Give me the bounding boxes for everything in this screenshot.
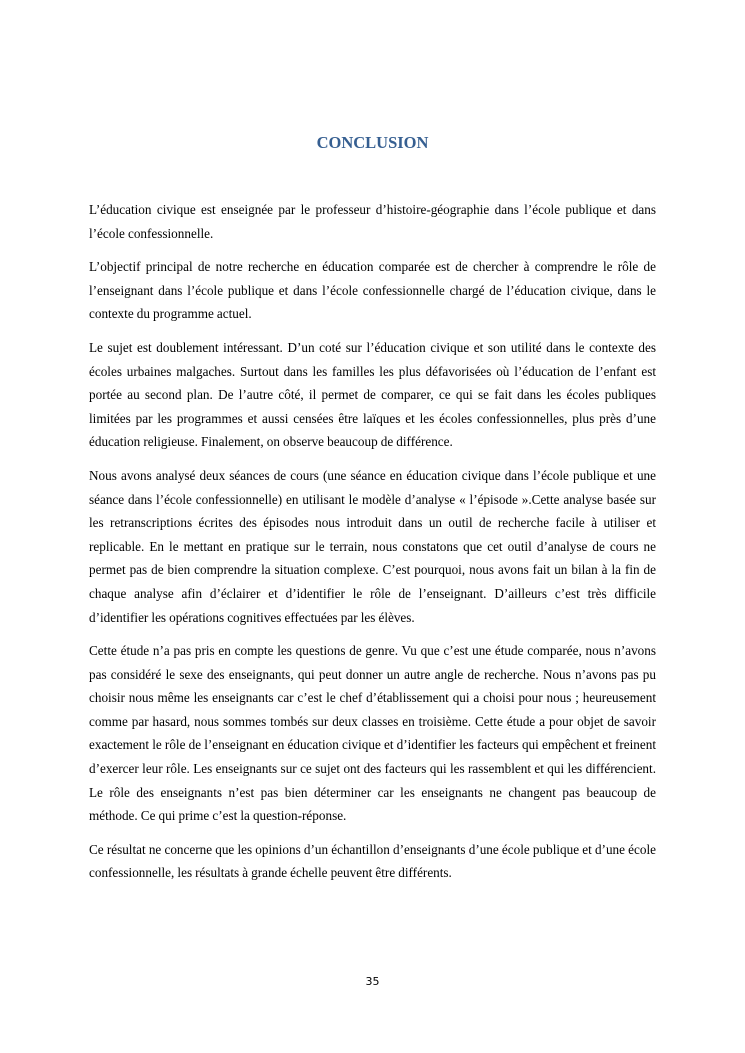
- paragraph: L’éducation civique est enseignée par le professeur d’histoire-géographie dans l’école publique et dans l’école confessionnelle.: [89, 202, 656, 241]
- page-number: 35: [365, 975, 380, 988]
- paragraph: Nous avons analysé deux séances de cours (une séance en éducation civique dans l’école publique et une séance dans l’école confessionnelle) en utilisant le modèle d’analyse « l’épisode ».Cette analyse basée sur les retranscriptions écrites des épisodes nous introduit dans un outil de recherche facile à utiliser et replicable. En le mettant en pratique sur le terrain, nous constatons que cet outil d’analyse de cours ne permet pas de bien comprendre la situation complexe. C’est pourquoi, nous avons fait un bilan à la fin de chaque analyse afin d’éclairer et d’identifier le rôle de l’enseignant. D’ailleurs c’est très difficile d’identifier les opérations cognitives effectuées par les élèves.: [89, 467, 656, 625]
- paragraph: Ce résultat ne concerne que les opinions d’un échantillon d’enseignants d’une école publique et d’une école confessionnelle, les résultats à grande échelle peuvent être différents.: [89, 841, 656, 881]
- body-text: [89, 198, 656, 895]
- page-title: CONCLUSION: [316, 133, 429, 152]
- paragraph: Le sujet est doublement intéressant. D’un coté sur l’éducation civique et son utilité dans le contexte des écoles urbaines malgaches. Surtout dans les familles les plus défavorisées où l’éducation de l’enfant est portée au second plan. De l’autre côté, il permet de comparer, ce qui se fait dans les écoles publiques limitées par les programmes et aussi censées être laïques et les écoles confessionnelles, plus près d’une éducation religieuse. Finalement, on observe beaucoup de différence.: [89, 339, 656, 450]
- paragraph: Cette étude n’a pas pris en compte les questions de genre. Vu que c’est une étude comparée, nous n’avons pas considéré le sexe des enseignants, qui peut donner un autre angle de recherche. Nous n’avons pas pu choisir nous même les enseignants car c’est le chef d’établissement qui a choisi pour nous ; heureusement comme par hasard, nous sommes tombés sur deux classes en troisième. Cette étude a pour objet de savoir exactement le rôle de l’enseignant en éducation civique et d’identifier les facteurs qui empêchent et freinent d’exercer leur rôle. Les enseignants sur ce sujet ont des facteurs qui les rassemblent et qui les différencient. Le rôle des enseignants n’est pas bien déterminer car les enseignants ne changent pas beaucoup de méthode. Ce qui prime c’est la question-réponse.: [89, 643, 656, 824]
- paragraph: L’objectif principal de notre recherche en éducation comparée est de chercher à comprendre le rôle de l’enseignant dans l’école publique et dans l’école confessionnelle chargé de l’éducation civique, dans le contexte du programme actuel.: [89, 259, 656, 322]
